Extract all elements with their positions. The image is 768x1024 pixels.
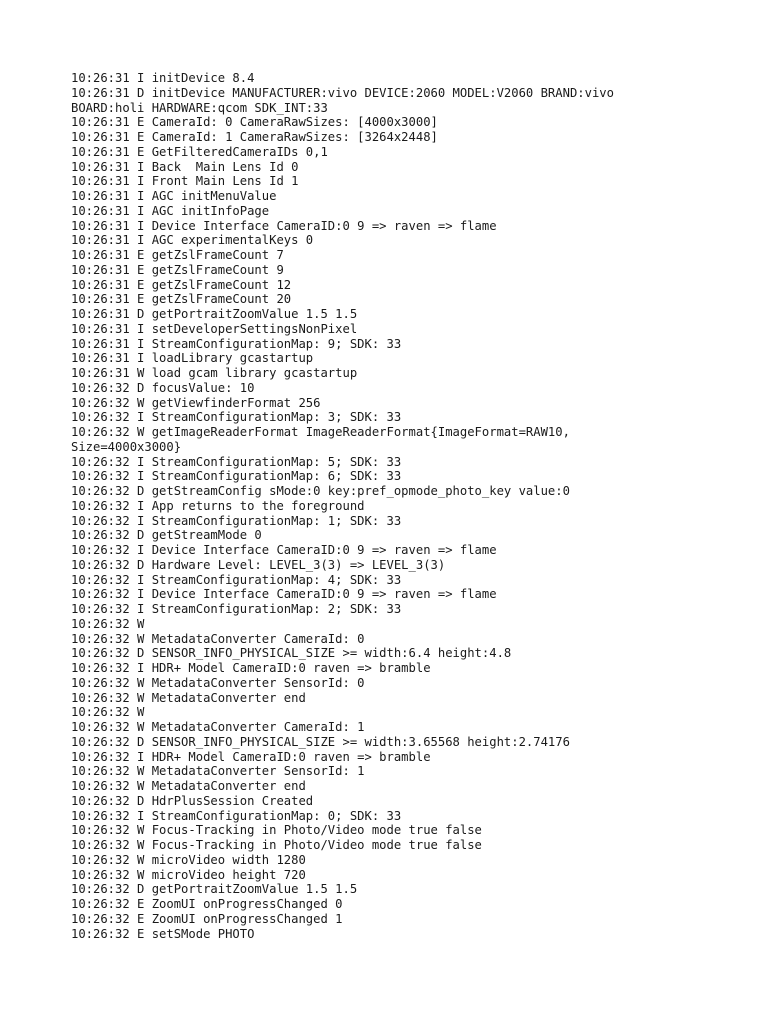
log-line: 10:26:32 W getViewfinderFormat 256: [71, 395, 321, 410]
log-line: 10:26:32 D getStreamConfig sMode:0 key:pref_opmode_photo_key value:0: [71, 484, 570, 498]
log-line: 10:26:31 E CameraId: 1 CameraRawSizes: [3264x2448]: [71, 130, 438, 144]
log-line: 10:26:32 D getPortraitZoomValue 1.5 1.5: [71, 882, 358, 897]
log-line: 10:26:31 I StreamConfigurationMap: 9; SDK: 33: [71, 336, 402, 351]
log-line: 10:26:31 I AGC initMenuValue: [71, 189, 277, 203]
log-line: 10:26:32 I StreamConfigurationMap: 4; SDK: 33: [71, 572, 402, 587]
log-line: 10:26:32 D Hardware Level: LEVEL_3(3) => LEVEL_3(3): [71, 557, 446, 572]
log-line: 10:26:32 I StreamConfigurationMap: 2; SDK: 33: [71, 602, 402, 616]
log-line: 10:26:31 E getZslFrameCount 12: [71, 277, 292, 292]
log-line: 10:26:31 E getZslFrameCount 7: [71, 248, 284, 262]
log-line: 10:26:32 D HdrPlusSession Created: [71, 793, 314, 808]
log-line: 10:26:32 W microVideo width 1280: [71, 852, 306, 867]
log-line: 10:26:31 I Back Main Lens Id 0: [71, 159, 299, 174]
log-line: 10:26:31 I loadLibrary gcastartup: [71, 351, 314, 366]
log-line: 10:26:32 W microVideo height 720: [71, 867, 306, 882]
log-line: 10:26:32 I HDR+ Model CameraID:0 raven => bramble: [71, 749, 431, 764]
log-line: 10:26:32 I StreamConfigurationMap: 5; SDK: 33: [71, 454, 402, 469]
log-line: 10:26:32 W getImageReaderFormat ImageReaderFormat{ImageFormat=RAW10, Size=4000x3000}: [71, 425, 578, 454]
log-line: 10:26:31 E getZslFrameCount 9: [71, 262, 284, 277]
log-line: 10:26:32 W: [71, 705, 145, 720]
log-line: 10:26:32 I StreamConfigurationMap: 0; SDK: 33: [71, 808, 402, 823]
log-line: 10:26:31 I Front Main Lens Id 1: [71, 174, 299, 189]
log-line: 10:26:31 I AGC initInfoPage: [71, 203, 270, 218]
log-line: 10:26:32 E ZoomUI onProgressChanged 1: [71, 911, 343, 926]
log-line: 10:26:31 E GetFilteredCameraIDs 0,1: [71, 144, 328, 159]
log-line: 10:26:31 D initDevice MANUFACTURER:vivo DEVICE:2060 MODEL:V2060 BRAND:vivo BOARD:holi HARDWARE:qcom SDK_INT:33: [71, 85, 622, 115]
log-line: 10:26:31 E getZslFrameCount 20: [71, 292, 292, 307]
log-line: 10:26:32 W MetadataConverter CameraId: 0: [71, 631, 365, 646]
log-line: 10:26:32 E ZoomUI onProgressChanged 0: [71, 897, 343, 911]
log-line: 10:26:32 W Focus-Tracking in Photo/Video mode true false: [71, 823, 482, 838]
log-line: 10:26:32 W MetadataConverter end: [71, 779, 306, 793]
log-text-block: [71, 71, 671, 941]
log-line: 10:26:32 D SENSOR_INFO_PHYSICAL_SIZE >= width:3.65568 height:2.74176: [71, 734, 570, 749]
log-line: 10:26:32 D focusValue: 10: [71, 380, 255, 395]
log-line: 10:26:31 W load gcam library gcastartup: [71, 366, 358, 380]
log-line: 10:26:31 D getPortraitZoomValue 1.5 1.5: [71, 307, 358, 321]
log-line: 10:26:32 I StreamConfigurationMap: 1; SDK: 33: [71, 513, 402, 528]
log-line: 10:26:32 W MetadataConverter SensorId: 1: [71, 764, 365, 779]
log-line: 10:26:31 I Device Interface CameraID:0 9 => raven => flame: [71, 218, 497, 233]
log-line: 10:26:32 I StreamConfigurationMap: 3; SDK: 33: [71, 410, 402, 425]
log-line: 10:26:32 I App returns to the foreground: [71, 498, 365, 513]
log-line: 10:26:32 E setSMode PHOTO: [71, 926, 255, 941]
log-line: 10:26:31 I setDeveloperSettingsNonPixel: [71, 321, 358, 336]
log-line: 10:26:32 D getStreamMode 0: [71, 528, 262, 543]
log-line: 10:26:32 I StreamConfigurationMap: 6; SDK: 33: [71, 469, 402, 484]
log-line: 10:26:32 D SENSOR_INFO_PHYSICAL_SIZE >= width:6.4 height:4.8: [71, 646, 512, 661]
log-line: 10:26:32 W: [71, 616, 145, 631]
log-line: 10:26:32 I HDR+ Model CameraID:0 raven => bramble: [71, 661, 431, 675]
log-line: 10:26:32 I Device Interface CameraID:0 9 => raven => flame: [71, 543, 497, 557]
log-line: 10:26:32 I Device Interface CameraID:0 9 => raven => flame: [71, 587, 497, 602]
log-line: 10:26:32 W MetadataConverter end: [71, 690, 306, 705]
log-line: 10:26:32 W MetadataConverter SensorId: 0: [71, 675, 365, 690]
log-line: 10:26:31 I AGC experimentalKeys 0: [71, 233, 314, 248]
log-line: 10:26:32 W Focus-Tracking in Photo/Video mode true false: [71, 838, 482, 852]
log-line: 10:26:32 W MetadataConverter CameraId: 1: [71, 720, 365, 734]
log-line: 10:26:31 I initDevice 8.4: [71, 71, 255, 85]
log-line: 10:26:31 E CameraId: 0 CameraRawSizes: [4000x3000]: [71, 115, 438, 130]
